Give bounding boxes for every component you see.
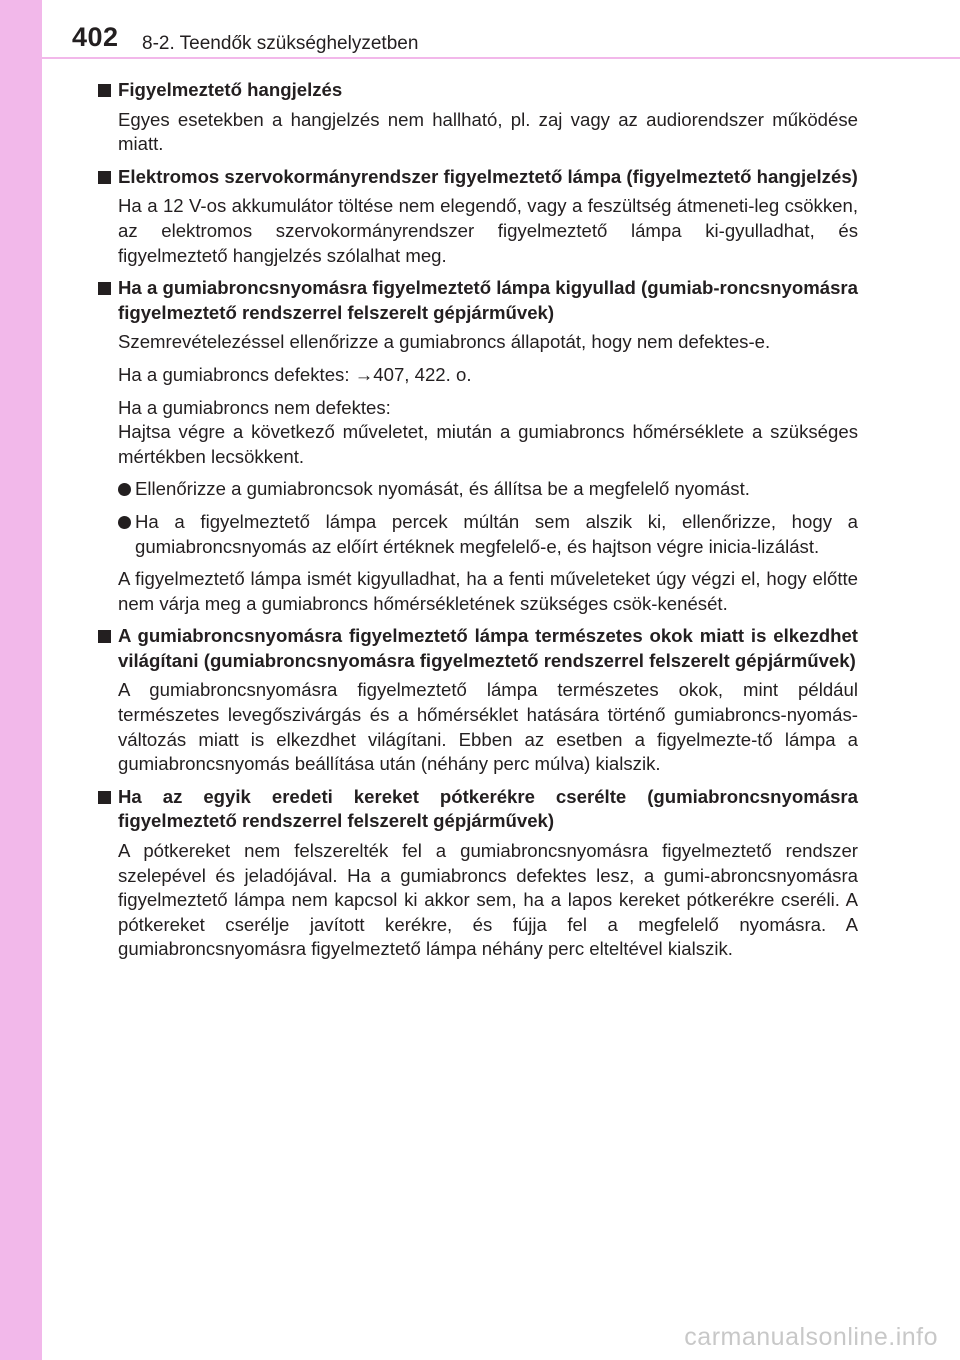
section-heading: Ha a gumiabroncsnyomásra figyelmeztető lámpa kigyullad (gumiab-roncsnyomásra figyelmeztető rendszerrel felszerelt gépjárművek) [98,276,858,325]
list-item: Ellenőrizze a gumiabroncsok nyomását, és állítsa be a megfelelő nyomást. [98,477,858,502]
chapter-title: 8-2. Teendők szükséghelyzetben [142,33,419,54]
section-warning-buzzer [98,78,858,157]
round-bullet-icon [118,483,131,496]
square-bullet-icon [98,630,111,643]
paragraph: Egyes esetekben a hangjelzés nem hallható, pl. zaj vagy az audiorendszer működése miatt. [118,108,858,155]
square-bullet-icon [98,84,111,97]
paragraph: Ha a 12 V-os akkumulátor töltése nem elegendő, vagy a feszültség átmeneti-leg csökken, az elektromos szervokormányrendszer figyelmeztető lámpa ki-gyulladhat, és figyelmeztető hangjelzés szólalhat meg. [118,195,858,266]
paragraph-line: Ha a gumiabroncs nem defektes: [118,396,391,418]
section-eps-warning [98,165,858,268]
square-bullet-icon [98,791,111,804]
watermark: carmanualsonline.info [684,1323,938,1351]
paragraph: A pótkereket nem felszerelték fel a gumiabroncsnyomásra figyelmeztető rendszer szelepével és jeladójával. Ha a gumiabroncs defektes lesz, a gumi-abroncsnyomásra figyelmeztető lámpa nem kapcsol ki akkor sem, ha a lapos kereket pótkerékre cseréli. A pótkereket cserélje javított kerékre, és fújja fel a megfelelő nyomásra. A gumiabroncsnyomásra figyelmeztető lámpa néhány perc elteltével kialszik. [118,840,858,960]
section-tpms-natural-causes [98,624,858,777]
paragraph: A gumiabroncsnyomásra figyelmeztető lámpa természetes okok, mint például természetes levegőszivárgás és a hőmérséklet hatására történő gumiabroncs-nyomás-változás miatt is elkezdhet világítani. Ebben az esetben a figyelmezte-tő lámpa a gumiabroncsnyomás beállítása után (néhány perc múlva) kialszik. [118,679,858,775]
round-bullet-icon [118,516,131,529]
section-heading: A gumiabroncsnyomásra figyelmeztető lámpa természetes okok miatt is elkezdhet világítani (gumiabroncsnyomásra figyelmeztető rendszerrel felszerelt gépjárművek) [98,624,858,673]
paragraph [98,396,858,470]
section-spare-tire [98,785,858,962]
square-bullet-icon [98,282,111,295]
section-heading: Figyelmeztető hangjelzés [98,78,858,103]
section-heading: Elektromos szervokormányrendszer figyelmeztető lámpa (figyelmeztető hangjelzés) [98,165,858,190]
section-tpms-lights-up [98,276,858,616]
list-item: Ha a figyelmeztető lámpa percek múltán sem alszik ki, ellenőrizze, hogy a gumiabroncsnyomás az előírt értéknek megfelelő-e, és hajtson végre inicia-lizálást. [98,510,858,559]
square-bullet-icon [98,171,111,184]
paragraph-line: Hajtsa végre a következő műveletet, miután a gumiabroncs hőmérséklete a szükséges mértékben lecsökkent. [118,421,858,467]
page-sidebar-band [0,0,42,1360]
paragraph: Szemrevételezéssel ellenőrizze a gumiabroncs állapotát, hogy nem defektes-e. [118,331,771,353]
paragraph: A figyelmeztető lámpa ismét kigyulladhat, ha a fenti műveleteket úgy végzi el, hogy előtte nem várja meg a gumiabroncs hőmérsékletének szükséges csök-kenését. [118,568,858,614]
paragraph-page-reference: Ha a gumiabroncs defektes: →407, 422. o. [118,363,472,385]
page-content [98,78,858,970]
header-rule [42,57,960,59]
section-heading: Ha az egyik eredeti kereket pótkerékre cserélte (gumiabroncsnyomásra figyelmeztető rendszerrel felszerelt gépjárművek) [98,785,858,834]
page-number: 402 [72,22,119,52]
